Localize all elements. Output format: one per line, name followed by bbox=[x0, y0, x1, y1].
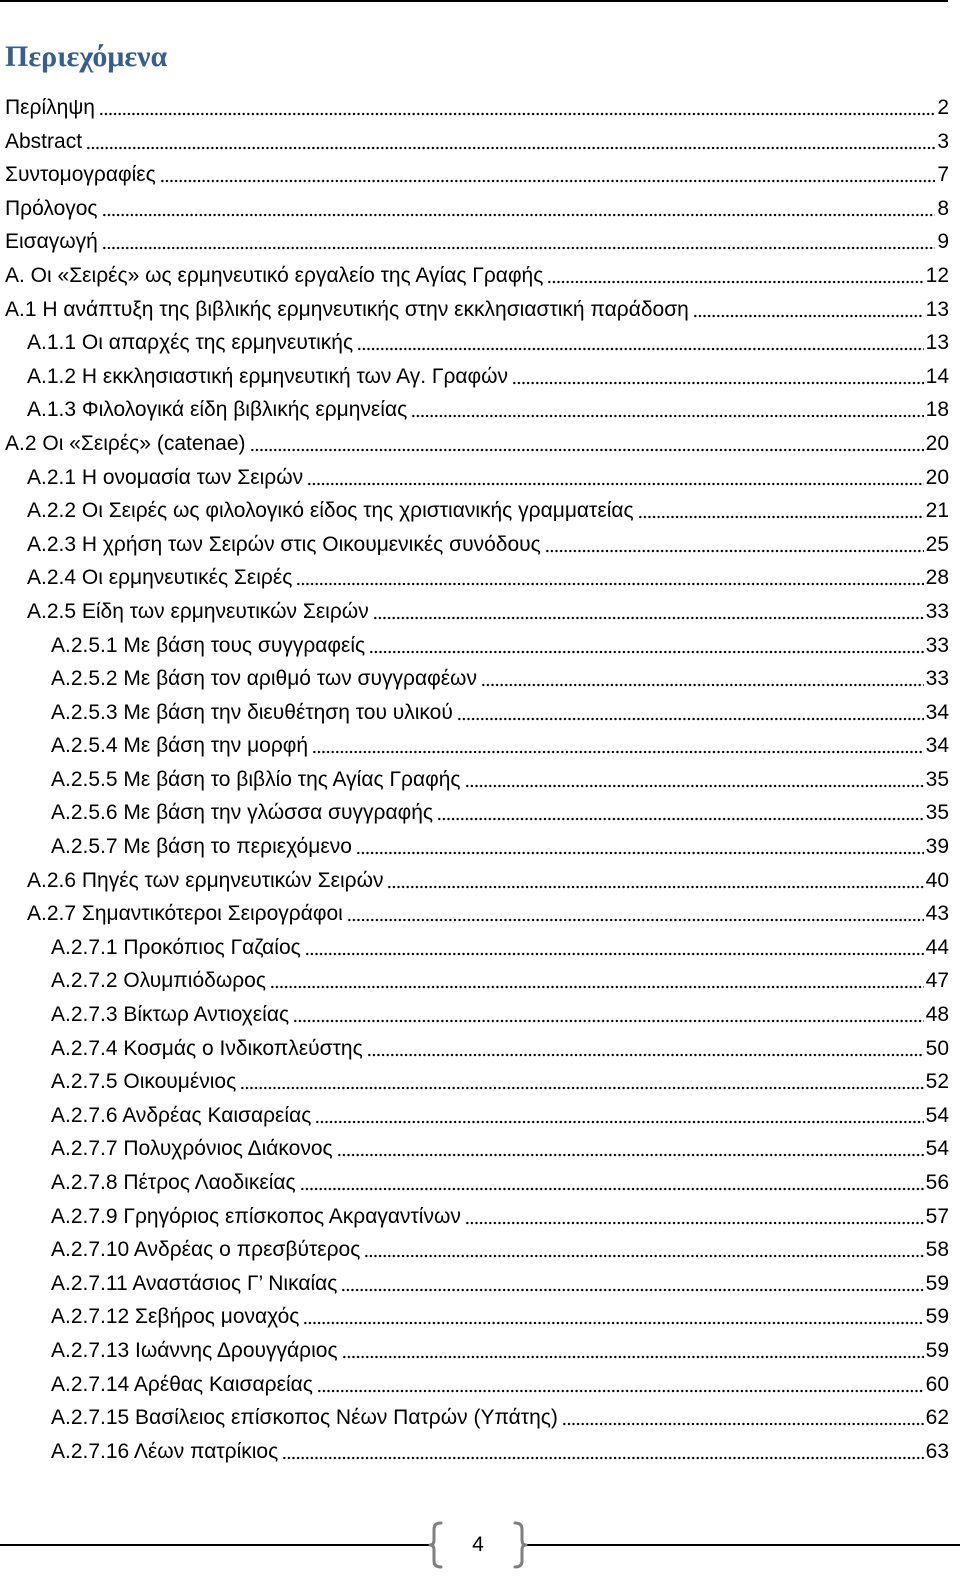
toc-dot-leader bbox=[369, 649, 923, 655]
toc-entry[interactable] bbox=[0, 796, 949, 830]
toc-dot-leader bbox=[411, 413, 923, 419]
toc-entry-title: Α.2.5.7 Με βάση το περιεχόμενο bbox=[51, 835, 352, 859]
toc-dot-leader bbox=[437, 816, 924, 822]
toc-entry[interactable] bbox=[0, 1267, 949, 1301]
toc-entry-title: Συντομογραφίες bbox=[5, 163, 156, 187]
toc-entry-page: 50 bbox=[925, 1036, 949, 1060]
toc-entry[interactable] bbox=[0, 696, 949, 730]
toc-entry-page: 14 bbox=[925, 364, 949, 388]
toc-dot-leader bbox=[312, 749, 924, 755]
toc-entry[interactable] bbox=[0, 864, 949, 898]
toc-dot-leader bbox=[562, 1421, 924, 1427]
toc-entry-page: 13 bbox=[925, 331, 949, 355]
toc-entry[interactable] bbox=[0, 1233, 949, 1267]
toc-dot-leader bbox=[547, 279, 923, 285]
toc-entry-title: Α.2.7 Σημαντικότεροι Σειρογράφοι bbox=[27, 902, 343, 926]
toc-entry-title: Α.2.7.10 Ανδρέας ο πρεσβύτερος bbox=[51, 1238, 361, 1262]
toc-entry-page: 25 bbox=[925, 532, 949, 556]
toc-dot-leader bbox=[481, 682, 924, 688]
toc-entry[interactable] bbox=[0, 763, 949, 797]
toc-list bbox=[0, 91, 949, 1468]
toc-entry[interactable] bbox=[0, 1065, 949, 1099]
toc-dot-leader bbox=[341, 1287, 923, 1293]
toc-dot-leader bbox=[296, 581, 923, 587]
toc-entry-page: 62 bbox=[925, 1406, 949, 1430]
toc-dot-leader bbox=[160, 178, 936, 184]
toc-entry-title: Α.2.5.1 Με βάση τους συγγραφείς bbox=[51, 633, 366, 657]
toc-entry-page: 12 bbox=[925, 263, 949, 287]
footer-rule-left bbox=[0, 1544, 431, 1546]
toc-entry[interactable] bbox=[0, 729, 949, 763]
toc-dot-leader bbox=[347, 917, 924, 923]
toc-dot-leader bbox=[270, 984, 924, 990]
toc-entry-page: 20 bbox=[925, 431, 949, 455]
toc-entry-page: 52 bbox=[925, 1070, 949, 1094]
toc-entry-page: 21 bbox=[925, 499, 949, 523]
toc-entry-page: 34 bbox=[925, 700, 949, 724]
toc-entry-title: Α.2.7.4 Κοσμάς ο Ινδικοπλεύστης bbox=[51, 1036, 363, 1060]
toc-dot-leader bbox=[387, 884, 923, 890]
toc-dot-leader bbox=[317, 1388, 924, 1394]
toc-entry-page: 63 bbox=[925, 1439, 949, 1463]
footer-rule-right bbox=[524, 1544, 960, 1546]
toc-entry-page: 18 bbox=[925, 398, 949, 422]
toc-entry-page: 59 bbox=[925, 1338, 949, 1362]
toc-entry-page: 39 bbox=[925, 835, 949, 859]
toc-entry[interactable] bbox=[0, 293, 949, 327]
toc-entry-page: 8 bbox=[937, 196, 949, 220]
toc-entry-title: Α.2.5.4 Με βάση την μορφή bbox=[51, 734, 309, 758]
toc-entry-title: Α. Οι «Σειρές» ως ερμηνευτικό εργαλείο της Αγίας Γραφής bbox=[5, 263, 544, 287]
toc-dot-leader bbox=[307, 481, 923, 487]
toc-dot-leader bbox=[102, 245, 935, 251]
toc-entry[interactable] bbox=[0, 91, 949, 125]
toc-entry-title: Α.2.7.1 Προκόπιος Γαζαίος bbox=[51, 935, 301, 959]
toc-dot-leader bbox=[250, 447, 924, 453]
toc-entry-title: Abstract bbox=[5, 129, 83, 153]
toc-entry-title: Α.2.5 Είδη των ερμηνευτικών Σειρών bbox=[27, 599, 369, 623]
toc-entry-page: 35 bbox=[925, 767, 949, 791]
toc-entry-page: 47 bbox=[925, 969, 949, 993]
toc-entry[interactable] bbox=[0, 561, 949, 595]
toc-entry-page: 57 bbox=[925, 1204, 949, 1228]
toc-dot-leader bbox=[303, 1320, 923, 1326]
toc-entry-title: Α.2.7.7 Πολυχρόνιος Διάκονος bbox=[51, 1137, 333, 1161]
toc-entry-title: Α.2.7.16 Λέων πατρίκιος bbox=[51, 1439, 279, 1463]
toc-entry[interactable] bbox=[0, 1132, 949, 1166]
toc-heading: Περιεχόμενα bbox=[5, 40, 168, 73]
toc-entry-title: Α.2.7.12 Σεβήρος μοναχός bbox=[51, 1305, 300, 1329]
toc-entry-title: Α.2.7.14 Αρέθας Καισαρείας bbox=[51, 1372, 313, 1396]
toc-entry[interactable] bbox=[0, 125, 949, 159]
toc-entry[interactable] bbox=[0, 1368, 949, 1402]
toc-entry-title: Α.2.7.11 Αναστάσιος Γ’ Νικαίας bbox=[51, 1271, 338, 1295]
toc-entry[interactable] bbox=[0, 1401, 949, 1435]
toc-entry[interactable] bbox=[0, 1300, 949, 1334]
toc-entry-title: Α.2.5.6 Με βάση την γλώσσα συγγραφής bbox=[51, 801, 433, 825]
toc-entry[interactable] bbox=[0, 1099, 949, 1133]
top-rule bbox=[0, 0, 948, 2]
toc-entry-page: 20 bbox=[925, 465, 949, 489]
toc-entry[interactable] bbox=[0, 494, 949, 528]
toc-dot-leader bbox=[86, 145, 935, 151]
toc-dot-leader bbox=[342, 1354, 924, 1360]
toc-dot-leader bbox=[282, 1455, 923, 1461]
toc-entry[interactable] bbox=[0, 897, 949, 931]
toc-entry-page: 54 bbox=[925, 1137, 949, 1161]
toc-entry-page: 48 bbox=[925, 1003, 949, 1027]
toc-entry-title: Α.2 Οι «Σειρές» (catenae) bbox=[5, 431, 246, 455]
toc-dot-leader bbox=[99, 111, 935, 117]
toc-entry-page: 40 bbox=[925, 868, 949, 892]
toc-entry[interactable] bbox=[0, 931, 949, 965]
toc-dot-leader bbox=[457, 716, 924, 722]
toc-entry-title: Πρόλογος bbox=[5, 196, 98, 220]
toc-dot-leader bbox=[373, 615, 924, 621]
toc-entry-title: Α.2.7.15 Βασίλειος επίσκοπος Νέων Πατρών (Υπάτης) bbox=[51, 1406, 558, 1430]
toc-dot-leader bbox=[367, 1052, 924, 1058]
toc-dot-leader bbox=[465, 783, 924, 789]
toc-dot-leader bbox=[512, 380, 924, 386]
toc-entry-page: 54 bbox=[925, 1103, 949, 1127]
toc-entry-title: Α.2.5.3 Με βάση την διευθέτηση του υλικού bbox=[51, 700, 453, 724]
toc-dot-leader bbox=[356, 850, 924, 856]
toc-entry-title: Α.2.7.2 Ολυμπιόδωρος bbox=[51, 969, 266, 993]
toc-entry-page: 3 bbox=[937, 129, 949, 153]
toc-entry-title: Α.2.5.5 Με βάση το βιβλίο της Αγίας Γραφής bbox=[51, 767, 461, 791]
toc-entry-page: 9 bbox=[937, 230, 949, 254]
toc-dot-leader bbox=[693, 313, 924, 319]
toc-entry[interactable] bbox=[0, 259, 949, 293]
page-number: 4 bbox=[472, 1533, 484, 1556]
toc-dot-leader bbox=[638, 514, 924, 520]
toc-entry[interactable] bbox=[0, 830, 949, 864]
toc-entry-page: 2 bbox=[937, 96, 949, 119]
toc-entry-page: 33 bbox=[925, 667, 949, 691]
toc-entry-title: Α.2.2 Οι Σειρές ως φιλολογικό είδος της χριστιανικής γραμματείας bbox=[27, 499, 634, 523]
toc-entry[interactable] bbox=[0, 393, 949, 427]
toc-entry[interactable] bbox=[0, 360, 949, 394]
toc-dot-leader bbox=[293, 1018, 924, 1024]
toc-entry-page: 13 bbox=[925, 297, 949, 321]
toc-entry[interactable] bbox=[0, 629, 949, 663]
toc-entry-title: Α.1.1 Οι απαρχές της ερμηνευτικής bbox=[27, 331, 354, 355]
toc-entry[interactable] bbox=[0, 1334, 949, 1368]
toc-entry-title: Α.2.4 Οι ερμηνευτικές Σειρές bbox=[27, 566, 293, 590]
toc-entry-title: Α.2.5.2 Με βάση τον αριθμό των συγγραφέων bbox=[51, 667, 477, 691]
toc-entry-title: Α.2.7.3 Βίκτωρ Αντιοχείας bbox=[51, 1003, 290, 1027]
toc-entry[interactable] bbox=[0, 595, 949, 629]
toc-entry[interactable] bbox=[0, 225, 949, 259]
toc-entry-page: 59 bbox=[925, 1271, 949, 1295]
left-brace-icon bbox=[428, 1521, 444, 1569]
toc-entry[interactable] bbox=[0, 1166, 949, 1200]
toc-dot-leader bbox=[337, 1152, 924, 1158]
toc-entry-page: 28 bbox=[925, 566, 949, 590]
toc-entry[interactable] bbox=[0, 326, 949, 360]
toc-entry[interactable] bbox=[0, 461, 949, 495]
toc-dot-leader bbox=[240, 1085, 923, 1091]
toc-entry-page: 7 bbox=[937, 163, 949, 187]
toc-entry[interactable] bbox=[0, 1435, 949, 1469]
toc-entry-page: 33 bbox=[925, 633, 949, 657]
toc-entry-title: Α.1.2 Η εκκλησιαστική ερμηνευτική των Αγ. Γραφών bbox=[27, 364, 509, 388]
toc-entry[interactable] bbox=[0, 964, 949, 998]
toc-entry-page: 58 bbox=[925, 1238, 949, 1262]
toc-entry-title: Α.2.7.9 Γρηγόριος επίσκοπος Ακραγαντίνων bbox=[51, 1204, 461, 1228]
toc-entry-page: 56 bbox=[925, 1171, 949, 1194]
toc-entry[interactable] bbox=[0, 1032, 949, 1066]
toc-dot-leader bbox=[465, 1220, 924, 1226]
toc-entry-title: Α.2.7.13 Ιωάννης Δρουγγάριος bbox=[51, 1338, 338, 1362]
toc-dot-leader bbox=[305, 951, 924, 957]
toc-entry-page: 34 bbox=[925, 734, 949, 758]
toc-entry[interactable] bbox=[0, 662, 949, 696]
toc-entry[interactable] bbox=[0, 158, 949, 192]
toc-entry[interactable] bbox=[0, 192, 949, 226]
toc-entry-title: Α.2.7.6 Ανδρέας Καισαρείας bbox=[51, 1103, 312, 1127]
toc-entry-title: Α.2.7.8 Πέτρος Λαοδικείας bbox=[51, 1171, 296, 1194]
toc-dot-leader bbox=[364, 1253, 923, 1259]
toc-dot-leader bbox=[357, 346, 924, 352]
toc-entry-title: Περίληψη bbox=[5, 96, 95, 119]
toc-entry-page: 59 bbox=[925, 1305, 949, 1329]
toc-entry[interactable] bbox=[0, 1200, 949, 1234]
toc-entry-page: 43 bbox=[925, 902, 949, 926]
toc-entry-title: Εισαγωγή bbox=[5, 230, 98, 254]
toc-entry[interactable] bbox=[0, 528, 949, 562]
toc-dot-leader bbox=[315, 1119, 923, 1125]
toc-entry[interactable] bbox=[0, 998, 949, 1032]
toc-entry-page: 33 bbox=[925, 599, 949, 623]
toc-entry-title: Α.2.3 Η χρήση των Σειρών στις Οικουμενικές συνόδους bbox=[27, 532, 541, 556]
toc-entry-page: 35 bbox=[925, 801, 949, 825]
right-brace-icon bbox=[512, 1521, 528, 1569]
toc-entry-title: Α.2.7.5 Οικουμένιος bbox=[51, 1070, 237, 1094]
toc-dot-leader bbox=[545, 548, 924, 554]
toc-entry-title: Α.1 Η ανάπτυξη της βιβλικής ερμηνευτικής στην εκκλησιαστική παράδοση bbox=[5, 297, 689, 321]
toc-dot-leader bbox=[300, 1186, 924, 1192]
toc-entry-title: Α.2.6 Πηγές των ερμηνευτικών Σειρών bbox=[27, 868, 384, 892]
toc-entry-page: 44 bbox=[925, 935, 949, 959]
toc-entry-page: 60 bbox=[925, 1372, 949, 1396]
toc-entry-title: Α.2.1 Η ονομασία των Σειρών bbox=[27, 465, 304, 489]
toc-entry-title: Α.1.3 Φιλολογικά είδη βιβλικής ερμηνείας bbox=[27, 398, 408, 422]
toc-entry[interactable] bbox=[0, 427, 949, 461]
toc-dot-leader bbox=[102, 212, 936, 218]
